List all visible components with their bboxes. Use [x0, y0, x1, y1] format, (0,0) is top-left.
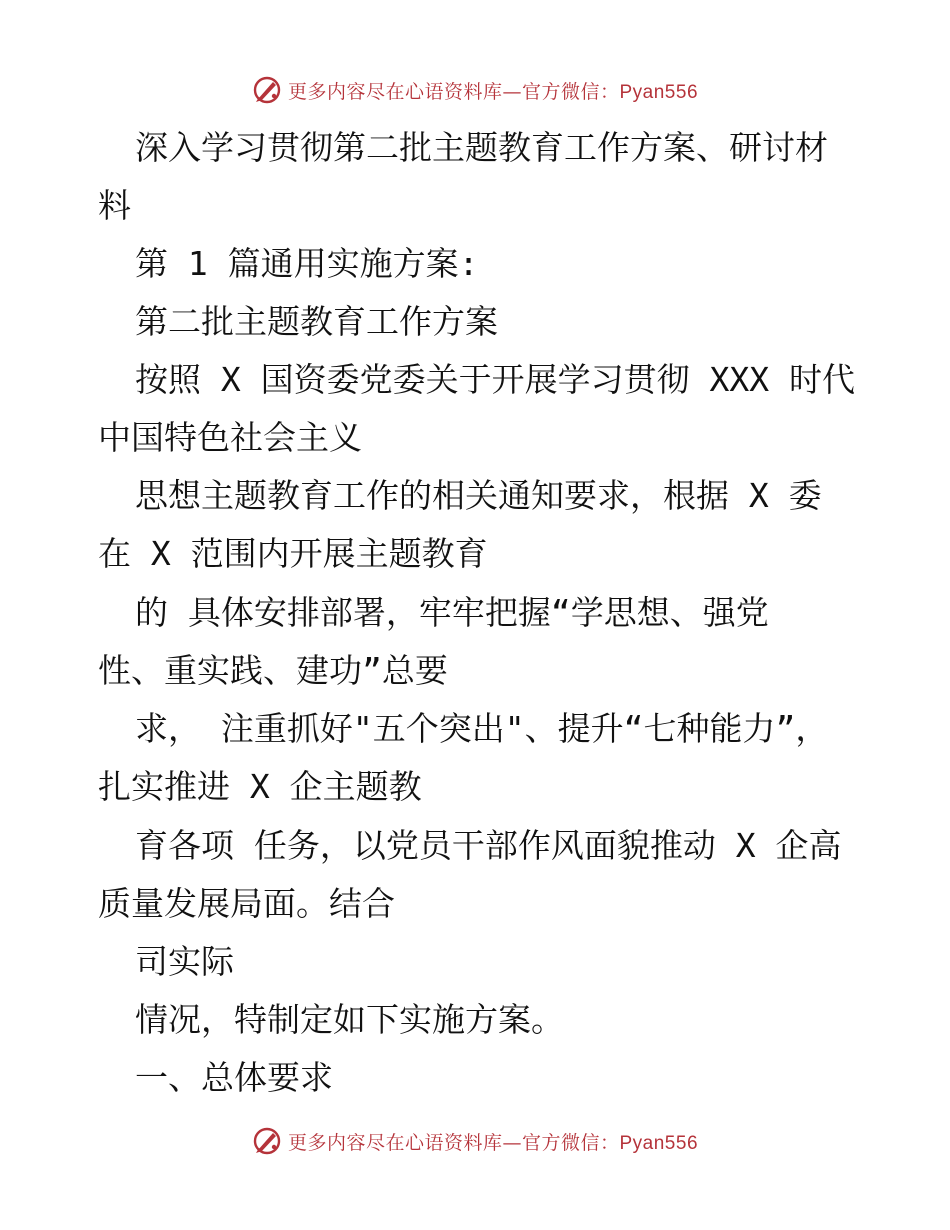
paragraph-line: 按照 X 国资委党委关于开展学习贯彻 XXX 时代: [135, 360, 855, 399]
paragraph-line: 司实际: [135, 942, 234, 981]
paragraph-line: 在 X 范围内开展主题教育: [98, 534, 488, 573]
doc-title-line-2: 料: [98, 186, 131, 225]
watermark-text: 更多内容尽在心语资料库—官方微信：Pyan556: [287, 1131, 699, 1154]
paragraph-line: 性、重实践、建功”总要: [98, 651, 448, 690]
section-heading-2: 一、总体要求: [135, 1058, 333, 1097]
watermark-text: 更多内容尽在心语资料库—官方微信：Pyan556: [287, 80, 699, 103]
doc-title-line-1: 深入学习贯彻第二批主题教育工作方案、研讨材: [135, 128, 828, 167]
paragraph-line: 思想主题教育工作的相关通知要求，根据 X 委: [135, 476, 822, 515]
subheading: 第二批主题教育工作方案: [135, 302, 498, 341]
paragraph-line: 的 具体安排部署，牢牢把握“学思想、强党: [135, 593, 769, 632]
paragraph-line: 质量发展局面。结合: [98, 884, 395, 923]
paragraph-line: 扎实推进 X 企主题教: [98, 767, 422, 806]
paragraph-line: 情况，特制定如下实施方案。: [135, 1000, 564, 1039]
paragraph-line: 中国特色社会主义: [98, 418, 362, 457]
pen-logo-icon: [252, 1126, 282, 1156]
paragraph-line: 育各项 任务，以党员干部作风面貌推动 X 企高: [135, 826, 842, 865]
paragraph-line: 求， 注重抓好"五个突出"、提升“七种能力”，: [135, 709, 829, 748]
watermark-banner-bottom: [0, 1121, 950, 1161]
section-heading-1: 第 1 篇通用实施方案:: [135, 244, 479, 283]
